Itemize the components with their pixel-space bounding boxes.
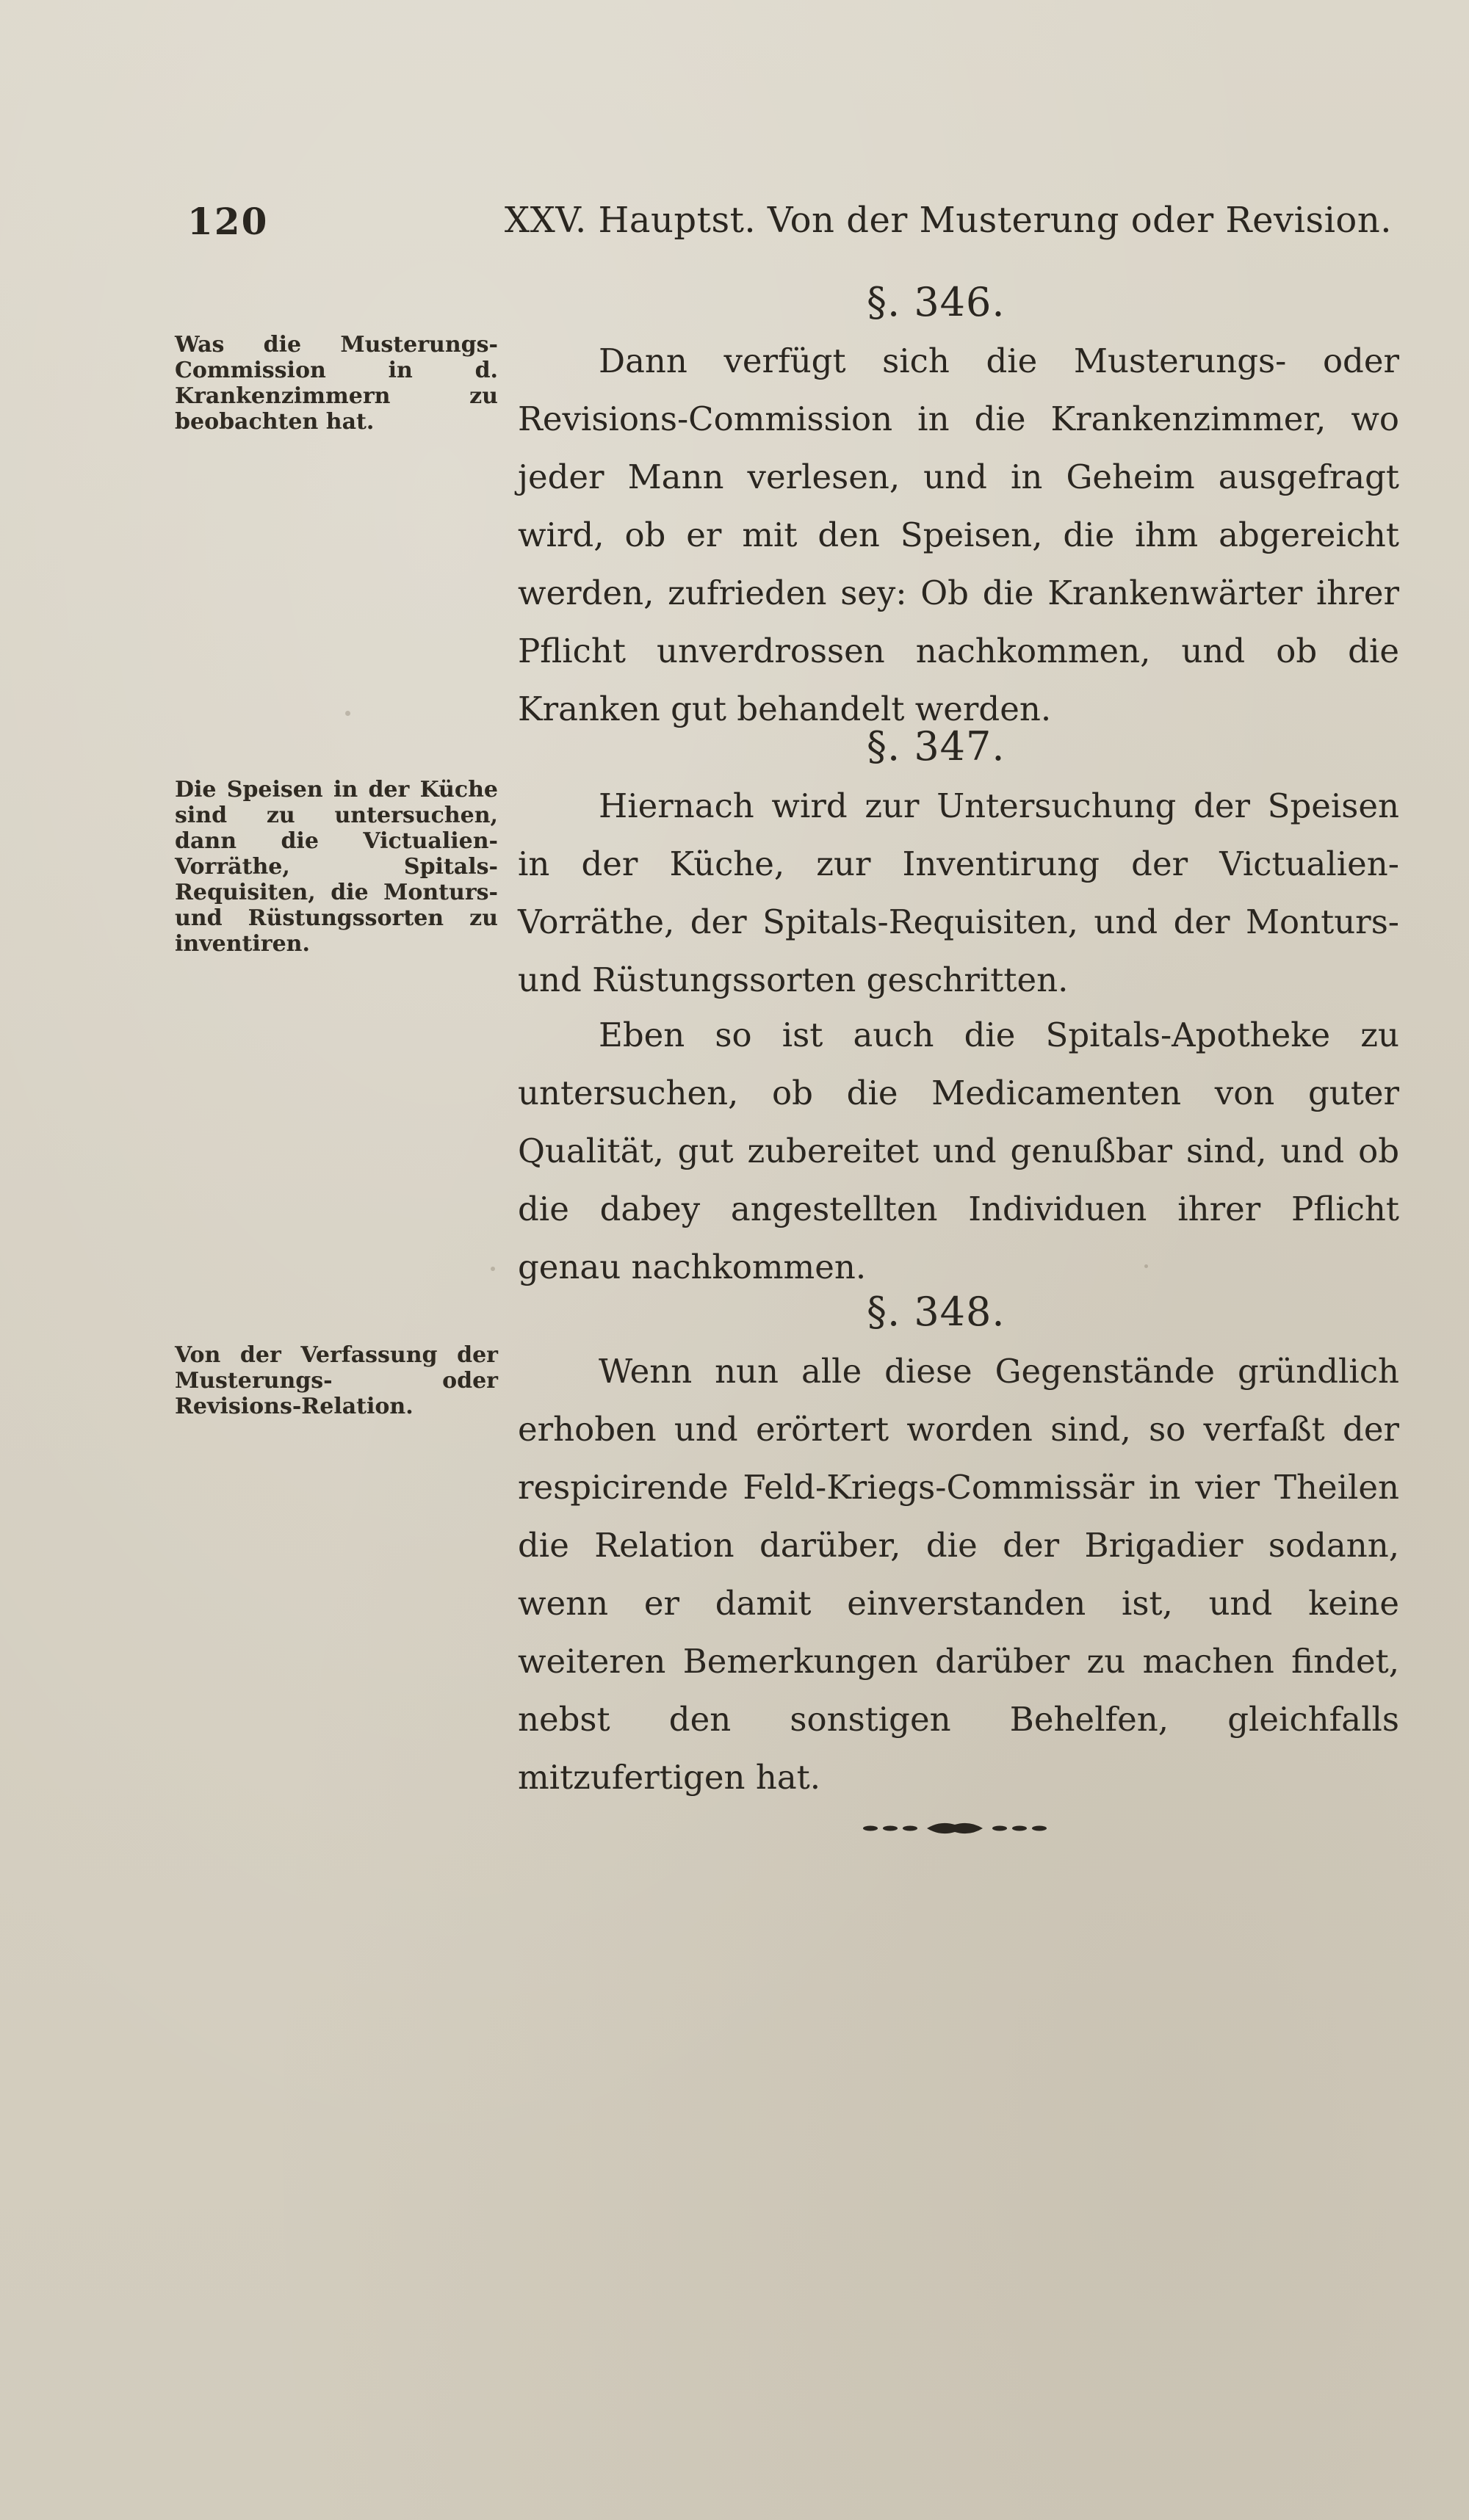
margin-note-347: Die Speisen in der Küche sind zu untersuchen, dann die Victualien-Vorräthe, Spitals-Requisiten, die Monturs- und Rüstungssorten zu inventiren.: [175, 777, 498, 957]
margin-note-346: Was die Musterungs-Commission in d. Krankenzimmern zu beobachten hat.: [175, 332, 498, 435]
section-number-347: §. 347.: [867, 723, 1006, 770]
section-number-346: §. 346.: [867, 279, 1006, 325]
paper-speck: [491, 1267, 495, 1271]
closing-ornament: [859, 1817, 1050, 1839]
paragraph-347-b: Eben so ist auch die Spitals-Apotheke zu untersuchen, ob die Medicamenten von guter Qualität, gut zubereitet und genußbar sind, und ob die dabey angestellten Individuen ihrer Pflicht genau nachkommen.: [518, 1015, 1399, 1286]
paragraph-347-a: Hiernach wird zur Untersuchung der Speisen in der Küche, zur Inventirung der Victualien-Vorräthe, der Spitals-Requisiten, und der Monturs- und Rüstungssorten geschritten.: [518, 786, 1399, 999]
paper-speck: [345, 711, 350, 716]
running-head: XXV. Hauptst. Von der Musterung oder Revision.: [504, 200, 1392, 241]
section-number-348: §. 348.: [867, 1289, 1006, 1335]
paper-speck: [1144, 1264, 1148, 1268]
page-header: [187, 200, 1392, 258]
page-number: 120: [187, 200, 269, 243]
margin-note-348: Von der Verfassung der Musterungs- oder Revisions-Relation.: [175, 1342, 498, 1419]
paragraph-348: Wenn nun alle diese Gegenstände gründlich erhoben und erörtert worden sind, so verfaßt der respicirende Feld-Kriegs-Commissär in vier Theilen die Relation darüber, die der Brigadier sodann, wenn er damit einverstanden ist, und keine weiteren Bemerkungen darüber zu machen findet, nebst den sonstigen Behelfen, gleichfalls mitzufertigen hat.: [518, 1352, 1399, 1797]
paragraph-346: Dann verfügt sich die Musterungs- oder Revisions-Commission in die Krankenzimmer, wo jeder Mann verlesen, und in Geheim ausgefragt wird, ob er mit den Speisen, die ihm abgereicht werden, zufrieden sey: Ob die Krankenwärter ihrer Pflicht unverdrossen nachkommen, und ob die Kranken gut behandelt werden.: [518, 341, 1399, 728]
